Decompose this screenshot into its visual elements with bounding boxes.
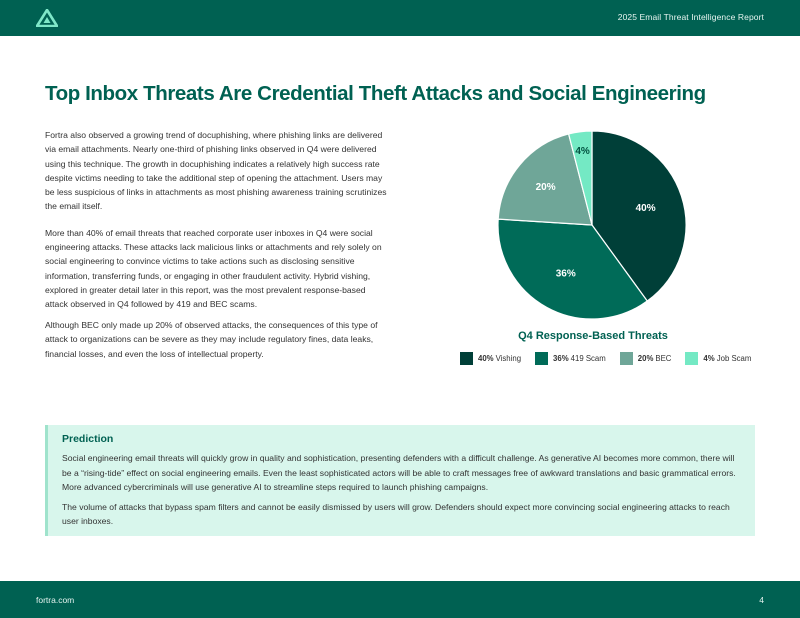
- pie-label-job-scam: 4%: [575, 145, 590, 157]
- chart-title: Q4 Response-Based Threats: [518, 330, 668, 342]
- legend-value: 40%: [478, 354, 494, 363]
- header-bar: [0, 0, 800, 36]
- legend-swatch: [460, 352, 473, 365]
- legend-item-job-scam: [685, 352, 751, 365]
- legend-item-419-scam: [535, 352, 606, 365]
- pie-label-vishing: 40%: [635, 203, 656, 215]
- footer-bar: [0, 581, 800, 618]
- prediction-paragraph-1: Social engineering email threats will quickly grow in quality and sophistication, presenting defenders with a difficult challenge. As generative AI becomes more common, there will be a “rising-tide” effect on social engineering emails. Even the least sophisticated actors will be able to craft messages free of awkward translations and basic grammatical errors. More advanced cybercriminals will use generative AI to streamline steps required to launch phishing campaigns.: [62, 453, 736, 493]
- pie-chart: [497, 130, 687, 320]
- body-paragraph-1: Fortra also observed a growing trend of docuphishing, where phishing links are delivered via email attachments. Nearly one-third of phishing links observed in Q4 were delivered using this technique. The growth in docuphishing indicates a relatively high success rate despite victims needing to take the additional step of opening the attachment. Users may be less suspicious of links in attachments as most phishing awareness training scrutinizes the email itself.: [45, 130, 387, 212]
- legend-swatch: [685, 352, 698, 365]
- legend-swatch: [535, 352, 548, 365]
- report-title: 2025 Email Threat Intelligence Report: [617, 12, 764, 22]
- legend-item-vishing: [460, 352, 521, 365]
- legend-value: 20%: [637, 354, 654, 363]
- page-number: 4: [759, 595, 764, 605]
- legend-value: 36%: [553, 354, 569, 363]
- chart-legend: [460, 352, 751, 365]
- legend-value: 4%: [703, 354, 715, 363]
- body-text: [45, 128, 390, 367]
- legend-label: Job Scam: [716, 354, 752, 363]
- legend-swatch: [620, 352, 633, 365]
- pie-label-bec: 20%: [535, 182, 556, 194]
- prediction-box: [45, 425, 755, 536]
- pie-label-419-scam: 36%: [555, 268, 576, 280]
- legend-item-bec: [620, 352, 672, 365]
- body-paragraph-2: More than 40% of email threats that reached corporate user inboxes in Q4 were social engineering attacks. These attacks lack malicious links or attachments and rely solely on social engineering to convince victims to take actions such as disclosing sensitive information, transferring funds, or engaging in other fraudulent activity. Hybrid vishing, explored in greater detail later in this report, was the most prevalent response-based attack observed in Q4 followed by 419 and BEC scams.: [45, 227, 382, 310]
- footer-site-link[interactable]: fortra.com: [36, 595, 75, 605]
- fortra-logo-icon: [36, 9, 58, 27]
- prediction-title: Prediction: [62, 433, 114, 445]
- legend-label: 419 Scam: [570, 354, 606, 363]
- body-paragraph-3: Although BEC only made up 20% of observed attacks, the consequences of this type of attack to organizations can be severe as they may include regulatory fines, data leaks, financial losses, and even the loss of intellectual property.: [45, 320, 378, 359]
- legend-label: BEC: [655, 354, 672, 363]
- page-headline: Top Inbox Threats Are Credential Theft Attacks and Social Engineering: [45, 82, 706, 105]
- legend-label: Vishing: [495, 354, 522, 363]
- prediction-paragraph-2: The volume of attacks that bypass spam filters and cannot be easily dismissed by users will grow. Defenders should expect more convincing social engineering attacks to reach user inboxes.: [62, 501, 730, 527]
